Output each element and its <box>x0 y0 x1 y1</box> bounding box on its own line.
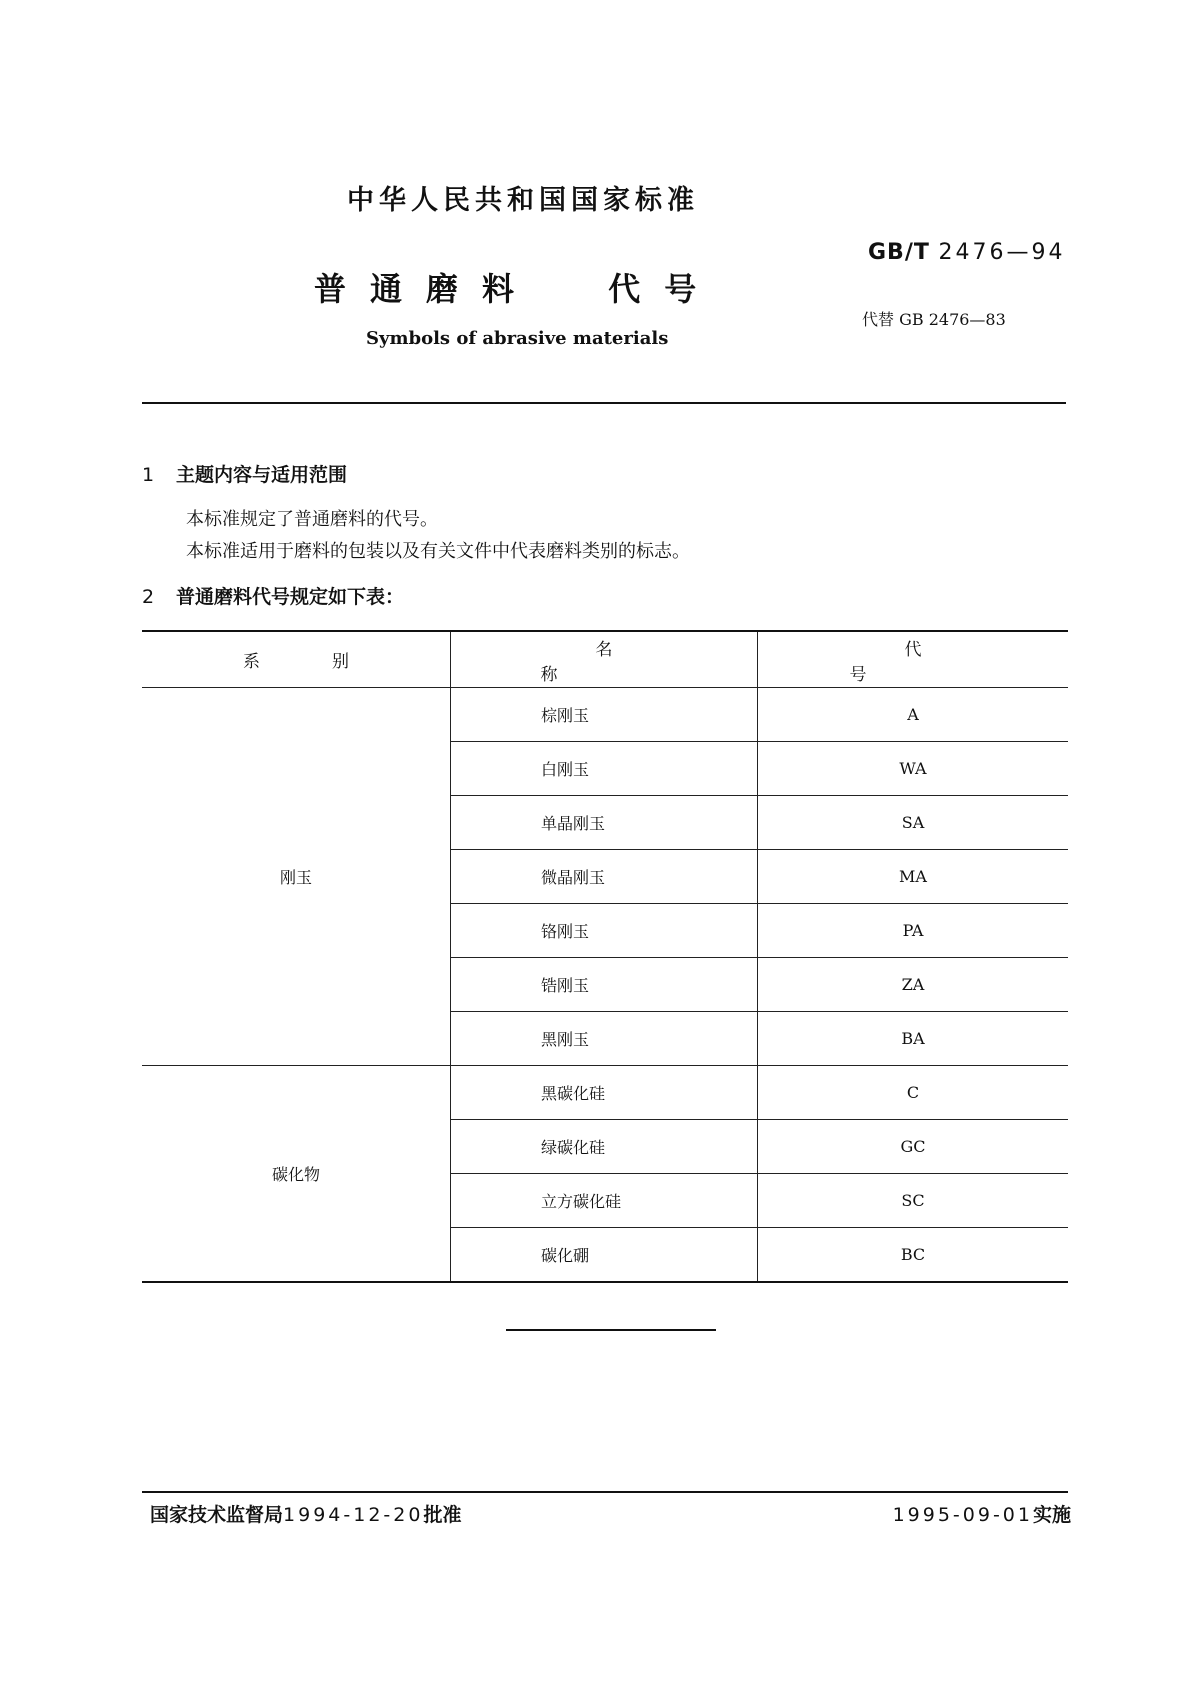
standard-title: 中华人民共和国国家标准 <box>347 185 699 216</box>
approval-authority: 国家技术监督局 <box>150 1504 284 1526</box>
section-2-title: 普通磨料代号规定如下表： <box>176 586 405 608</box>
name-cell: 黑碳化硅 <box>451 1066 758 1120</box>
section-1-paragraph: 本标准规定了普通磨料的代号。 <box>186 509 438 530</box>
effective-date: 1995-09-01 <box>892 1504 1033 1526</box>
name-cell: 锆刚玉 <box>451 958 758 1012</box>
approval-line <box>150 1500 461 1527</box>
name-cell: 碳化硼 <box>451 1228 758 1283</box>
header-rule <box>142 402 1066 404</box>
code-cell: SA <box>758 796 1069 850</box>
code-cell: ZA <box>758 958 1069 1012</box>
section-2-number: 2 <box>142 586 155 608</box>
series-cell: 刚玉 <box>142 688 451 1066</box>
main-title-part1: 普通磨料 <box>314 270 539 308</box>
english-title: Symbols of abrasive materials <box>366 328 669 349</box>
table-row <box>142 1066 1068 1120</box>
abrasive-codes-table <box>142 630 1068 1283</box>
standard-code-number: 2476—94 <box>938 240 1066 265</box>
table-row <box>142 688 1068 742</box>
name-cell: 单晶刚玉 <box>451 796 758 850</box>
name-cell: 铬刚玉 <box>451 904 758 958</box>
code-cell: BC <box>758 1228 1069 1283</box>
header-name: 名称 <box>451 631 758 688</box>
section-2-heading <box>142 582 404 609</box>
header-code: 代号 <box>758 631 1069 688</box>
name-cell: 立方碳化硅 <box>451 1174 758 1228</box>
standard-code-prefix: GB/T <box>868 240 930 265</box>
standard-code <box>868 240 1066 265</box>
section-1-heading <box>142 460 347 487</box>
section-1-title: 主题内容与适用范围 <box>176 464 348 486</box>
code-cell: MA <box>758 850 1069 904</box>
series-cell: 碳化物 <box>142 1066 451 1283</box>
effective-line <box>893 1500 1071 1527</box>
code-cell: C <box>758 1066 1069 1120</box>
main-title-part2: 代号 <box>608 270 721 308</box>
section-1-number: 1 <box>142 464 155 486</box>
replaces-note: 代替 GB 2476—83 <box>862 310 1006 329</box>
code-cell: SC <box>758 1174 1069 1228</box>
table-header-row <box>142 631 1068 688</box>
approval-suffix: 批准 <box>423 1504 462 1526</box>
section-1-paragraph: 本标准适用于磨料的包装以及有关文件中代表磨料类别的标志。 <box>186 541 690 562</box>
code-cell: PA <box>758 904 1069 958</box>
name-cell: 白刚玉 <box>451 742 758 796</box>
code-cell: GC <box>758 1120 1069 1174</box>
header-series: 系别 <box>142 631 451 688</box>
approval-date: 1994-12-20 <box>283 1504 424 1526</box>
footer-rule <box>142 1491 1068 1493</box>
end-rule <box>506 1329 716 1331</box>
code-cell: BA <box>758 1012 1069 1066</box>
name-cell: 绿碳化硅 <box>451 1120 758 1174</box>
code-cell: A <box>758 688 1069 742</box>
main-title <box>314 264 720 310</box>
name-cell: 黑刚玉 <box>451 1012 758 1066</box>
name-cell: 棕刚玉 <box>451 688 758 742</box>
effective-suffix: 实施 <box>1032 1504 1071 1526</box>
name-cell: 微晶刚玉 <box>451 850 758 904</box>
code-cell: WA <box>758 742 1069 796</box>
